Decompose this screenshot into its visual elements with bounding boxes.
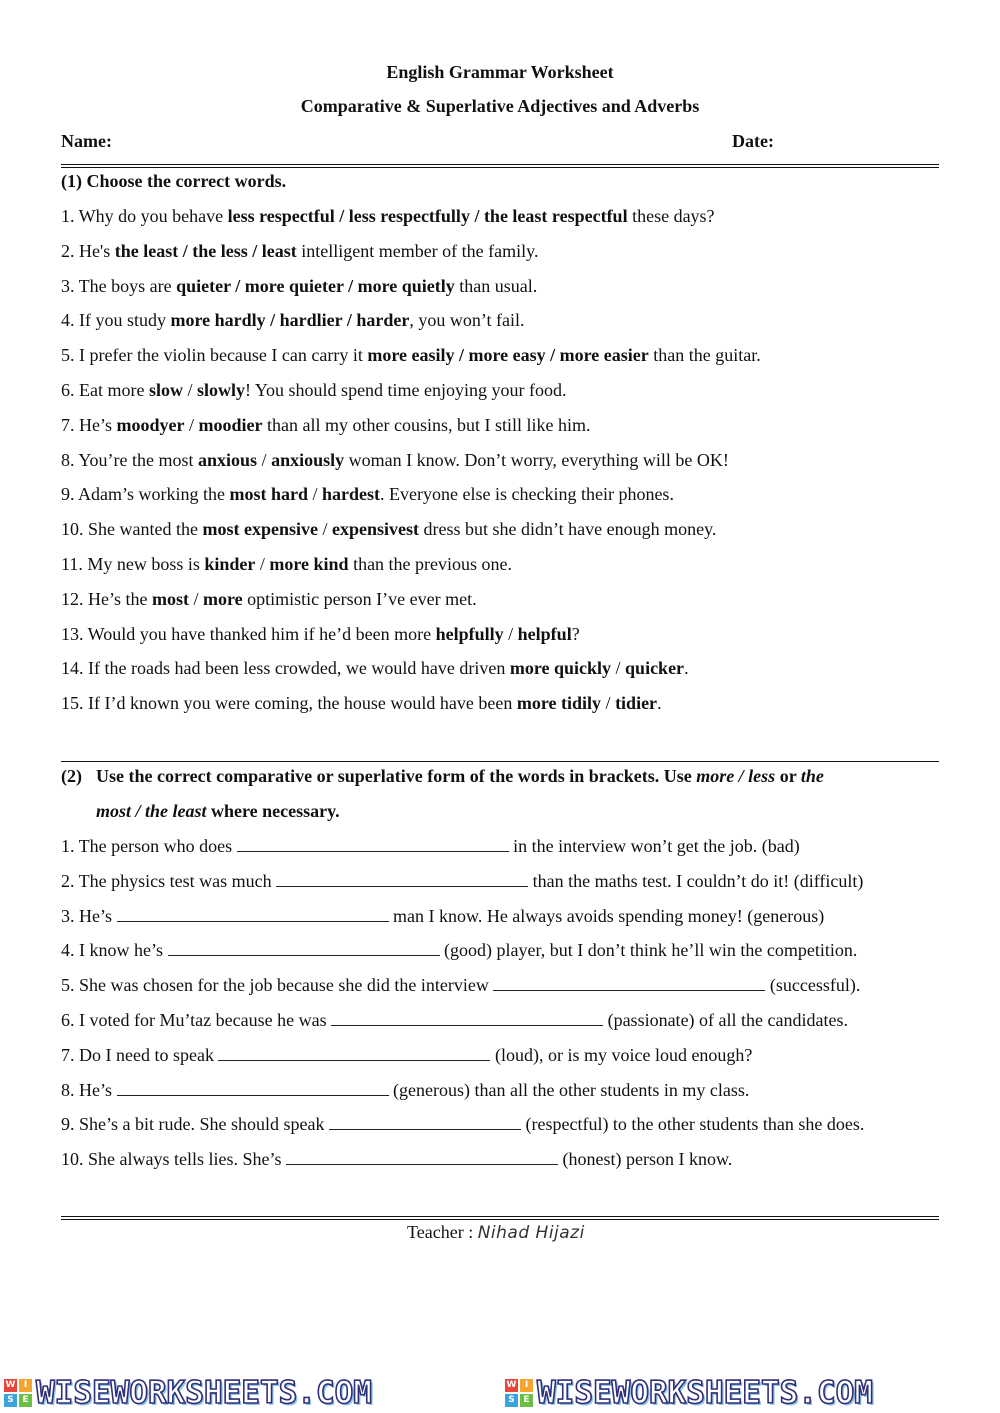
answer-blank[interactable]: [276, 869, 528, 887]
section1-question: [61, 414, 590, 436]
section2-number: (2): [61, 766, 82, 786]
brand-footer: [0, 1372, 1000, 1413]
section2-heading-or: or: [775, 766, 801, 786]
teacher-signature: Nihad Hijazi: [477, 1223, 585, 1243]
question-text: /: [257, 449, 272, 470]
section1-question: [61, 553, 512, 575]
question-text: optimistic person I’ve ever met.: [242, 588, 477, 609]
question-text: 6. Eat more: [61, 380, 149, 400]
answer-option[interactable]: moodyer: [116, 414, 185, 435]
flag-letter: W: [506, 1380, 517, 1390]
question-text: /: [503, 623, 518, 644]
question-text: /: [601, 693, 616, 714]
question-text: 2. The physics test was much: [61, 870, 277, 891]
answer-option[interactable]: moodier: [198, 414, 263, 435]
question-text: 12. He’s the: [61, 588, 152, 609]
answer-option[interactable]: more quickly: [509, 658, 612, 679]
question-text: 7. Do I need to speak: [61, 1044, 219, 1065]
answer-option[interactable]: expensivest: [331, 519, 419, 540]
question-text: 14. If the roads had been less crowded, we would have driven: [61, 658, 510, 679]
answer-option[interactable]: tidier: [615, 693, 658, 714]
answer-option[interactable]: quicker: [625, 658, 685, 679]
question-text: 2. He's: [61, 240, 115, 261]
question-text: intelligent member of the family.: [296, 240, 539, 261]
flag-letter: E: [19, 1394, 32, 1407]
section1-heading: (1) Choose the correct words.: [61, 171, 287, 191]
answer-option[interactable]: most: [151, 588, 189, 609]
answer-option[interactable]: anxiously: [271, 449, 345, 470]
question-text: .: [657, 693, 662, 714]
answer-option[interactable]: helpful: [517, 623, 572, 644]
question-text: /: [188, 588, 203, 609]
question-text: than the maths test. I couldn’t do it! (difficult): [528, 870, 864, 891]
section1-question: [61, 692, 662, 714]
question-text: ! You should spend time enjoying your food.: [245, 380, 567, 400]
question-text: 7. He’s: [61, 414, 117, 435]
section1-question: [61, 240, 538, 262]
section2-question: [61, 1078, 749, 1101]
section1-question: [61, 205, 715, 227]
answer-option[interactable]: more tidily: [516, 693, 602, 714]
answer-option[interactable]: anxious: [198, 449, 258, 470]
answer-option[interactable]: hardest: [322, 484, 381, 505]
answer-blank[interactable]: [331, 1008, 603, 1026]
question-text: these days?: [627, 206, 715, 226]
flag-letter: S: [4, 1394, 17, 1407]
section2-heading-line1: [96, 765, 824, 787]
section2-heading-text: Use the correct comparative or superlative form of the words in brackets. Use: [96, 766, 697, 786]
answer-option[interactable]: more hardly / hardlier / harder: [170, 310, 410, 331]
question-text: 13. Would you have thanked him if he’d been more: [61, 623, 436, 644]
section2-question: [61, 904, 824, 927]
question-text: 5. She was chosen for the job because she did the interview: [61, 975, 494, 996]
answer-option[interactable]: slow: [148, 380, 183, 400]
section2-heading-end: where necessary.: [206, 801, 340, 821]
question-text: (good) player, but I don’t think he’ll win the competition.: [439, 940, 858, 961]
answer-option[interactable]: kinder: [204, 554, 256, 574]
answer-option[interactable]: slowly: [197, 380, 246, 400]
question-text: (passionate) of all the candidates.: [603, 1010, 848, 1030]
question-text: (generous) than all the other students in my class.: [388, 1079, 750, 1100]
answer-blank[interactable]: [493, 973, 765, 991]
section2-question: [61, 1043, 752, 1066]
question-text: 10. She always tells lies. She’s: [61, 1149, 286, 1170]
answer-blank[interactable]: [329, 1112, 521, 1130]
question-text: woman I know. Don’t worry, everything will be OK!: [344, 449, 729, 470]
question-text: /: [317, 519, 332, 540]
name-label: Name:: [61, 131, 112, 151]
answer-blank[interactable]: [218, 1043, 490, 1061]
section1-question: [61, 309, 524, 331]
section2-divider: [61, 761, 939, 762]
question-text: /: [611, 658, 626, 679]
brand-flag-icon: [505, 1379, 533, 1407]
answer-option[interactable]: less respectful / less respectfully / the least respectful: [227, 206, 628, 226]
section1-question: [61, 623, 580, 645]
section2-question: [61, 1147, 732, 1170]
brand-logo-1[interactable]: [4, 1376, 372, 1410]
question-text: ?: [571, 623, 580, 644]
teacher-line: [407, 1221, 585, 1244]
answer-option[interactable]: helpfully: [435, 623, 504, 644]
answer-blank[interactable]: [117, 1078, 389, 1096]
question-text: , you won’t fail.: [409, 310, 525, 331]
question-text: 8. He’s: [61, 1079, 117, 1100]
section1-question: [61, 275, 537, 297]
question-text: 5. I prefer the violin because I can carry it: [61, 345, 368, 366]
answer-option[interactable]: more easily / more easy / more easier: [367, 345, 649, 366]
question-text: .: [684, 658, 689, 679]
question-text: in the interview won’t get the job. (bad): [508, 836, 800, 856]
answer-option[interactable]: more kind: [269, 554, 349, 574]
section2-question: [61, 869, 863, 892]
question-text: 1. Why do you behave: [61, 206, 228, 226]
question-text: 8. You’re the most: [61, 449, 199, 470]
question-text: 9. Adam’s working the: [61, 484, 230, 505]
question-text: /: [183, 380, 198, 400]
question-text: . Everyone else is checking their phones.: [380, 484, 674, 505]
question-text: than the guitar.: [648, 345, 761, 366]
answer-blank[interactable]: [237, 834, 509, 852]
section1-question: [61, 518, 716, 540]
section2-heading-em-most-least: most / the least: [96, 801, 207, 821]
question-text: 11. My new boss is: [61, 554, 205, 574]
question-text: (successful).: [765, 975, 861, 996]
brand-logo-2[interactable]: [505, 1376, 873, 1410]
answer-blank[interactable]: [168, 938, 440, 956]
question-text: (loud), or is my voice loud enough?: [490, 1044, 753, 1065]
question-text: 6. I voted for Mu’taz because he was: [61, 1010, 332, 1030]
header-divider: [61, 164, 939, 168]
teacher-label: Teacher :: [407, 1222, 478, 1242]
question-text: /: [255, 554, 270, 574]
worksheet-subtitle: Comparative & Superlative Adjectives and Adverbs: [300, 96, 700, 116]
question-text: than usual.: [454, 275, 538, 296]
section1-question: [61, 449, 729, 471]
question-text: 3. The boys are: [61, 275, 177, 296]
question-text: dress but she didn’t have enough money.: [418, 519, 717, 540]
section1-question: [61, 344, 761, 366]
question-text: /: [308, 484, 323, 505]
section1-question: [61, 657, 689, 679]
section2-question: [61, 834, 800, 857]
question-text: /: [184, 414, 199, 435]
section2-heading-em-the: the: [800, 766, 824, 786]
question-text: 1. The person who does: [61, 836, 237, 856]
question-text: 4. I know he’s: [61, 940, 168, 961]
answer-option[interactable]: the least / the less / least: [114, 240, 297, 261]
question-text: than the previous one.: [348, 554, 513, 574]
section2-question: [61, 1112, 864, 1135]
flag-letter: S: [505, 1394, 518, 1407]
answer-blank[interactable]: [286, 1147, 558, 1165]
question-text: (respectful) to the other students than she does.: [520, 1114, 865, 1135]
section2-heading-em-more-less: more / less: [696, 766, 776, 786]
flag-letter: W: [5, 1380, 16, 1390]
section1-question: [61, 379, 567, 401]
brand-flag-icon: [4, 1379, 32, 1407]
question-text: 10. She wanted the: [61, 519, 203, 540]
answer-option[interactable]: most expensive: [202, 519, 318, 540]
question-text: 4. If you study: [61, 310, 171, 331]
flag-letter: I: [520, 1379, 533, 1392]
answer-blank[interactable]: [117, 904, 389, 922]
question-text: man I know. He always avoids spending money! (generous): [388, 905, 825, 926]
question-text: 3. He’s: [61, 905, 117, 926]
flag-letter: E: [520, 1394, 533, 1407]
question-text: 9. She’s a bit rude. She should speak: [61, 1114, 329, 1135]
section1-question: [61, 483, 674, 505]
brand-text: WISEWORKSHEETS.COM: [537, 1375, 873, 1411]
question-text: 15. If I’d known you were coming, the house would have been: [61, 693, 517, 714]
section2-question: [61, 1008, 848, 1031]
date-label: Date:: [732, 131, 774, 151]
answer-option[interactable]: quieter / more quieter / more quietly: [176, 275, 455, 296]
answer-option[interactable]: more: [203, 588, 243, 609]
flag-letter: I: [19, 1379, 32, 1392]
brand-text: WISEWORKSHEETS.COM: [36, 1375, 372, 1411]
question-text: (honest) person I know.: [557, 1149, 733, 1170]
worksheet-title: English Grammar Worksheet: [386, 62, 614, 82]
question-text: than all my other cousins, but I still like him.: [262, 414, 591, 435]
section2-question: [61, 938, 857, 961]
footer-divider: [61, 1216, 939, 1220]
section1-question: [61, 588, 477, 610]
section2-heading-line2: [96, 800, 340, 822]
answer-option[interactable]: most hard: [229, 484, 309, 505]
section2-question: [61, 973, 860, 996]
